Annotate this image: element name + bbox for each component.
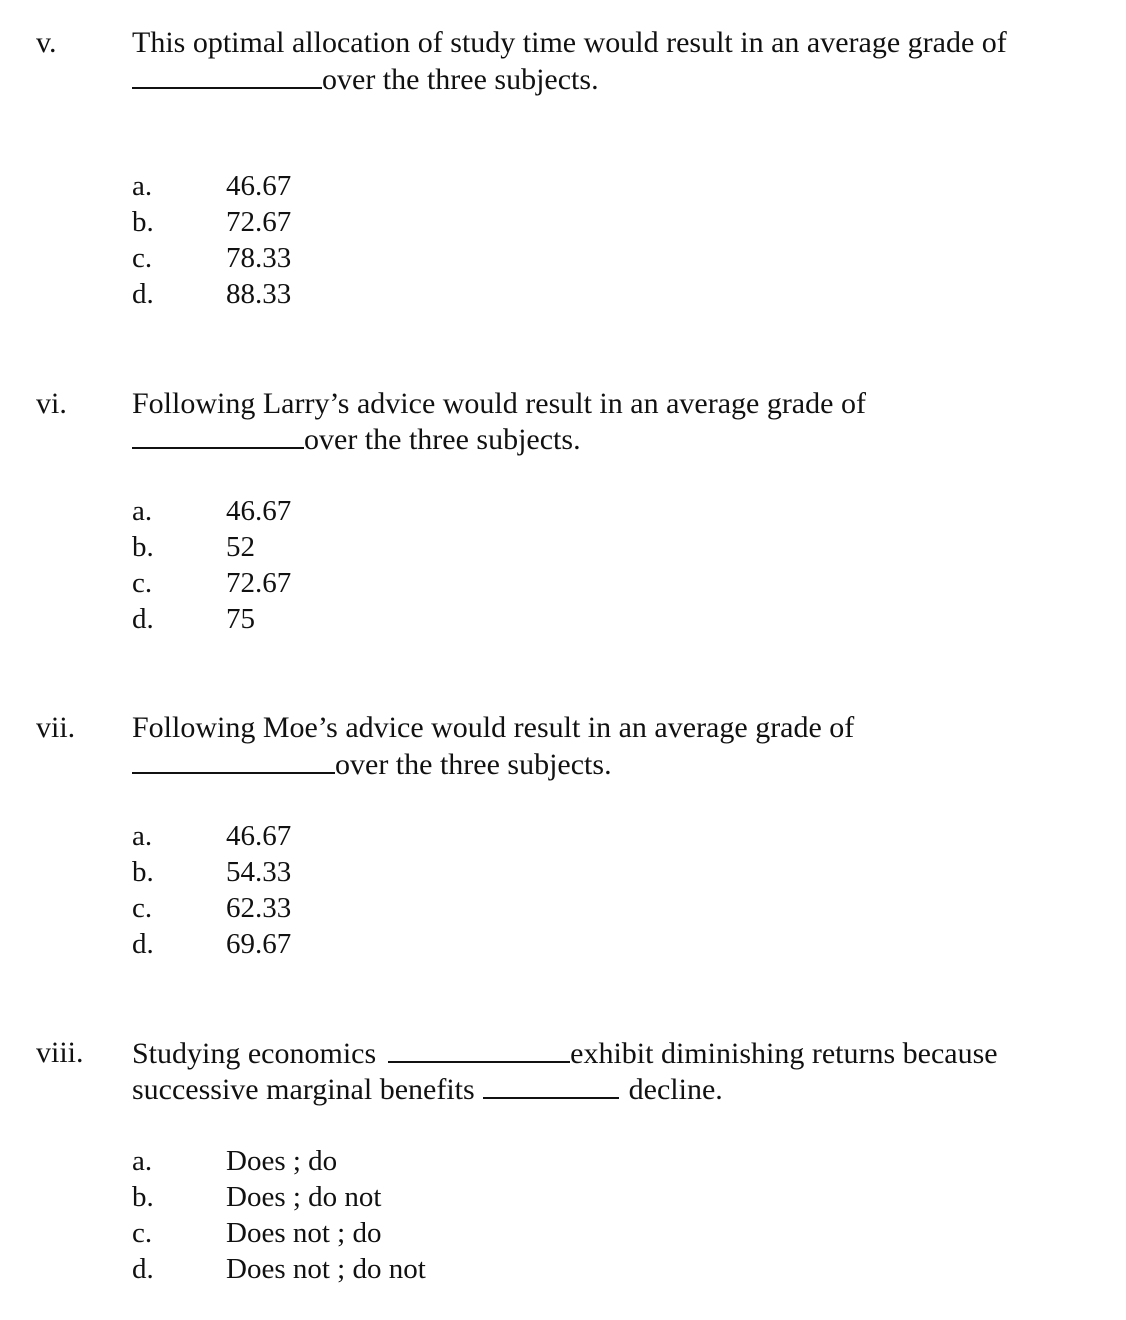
question-number: vii. — [36, 711, 76, 744]
question-text-line2 — [132, 421, 581, 458]
option-a — [132, 818, 291, 854]
answer-blank-2 — [483, 1071, 619, 1099]
option-letter: c. — [132, 892, 153, 924]
option-a — [132, 493, 291, 529]
option-letter: d. — [132, 1253, 154, 1285]
option-letter: a. — [132, 495, 153, 527]
option-c — [132, 240, 291, 276]
question-text-segment: successive marginal benefits — [132, 1073, 475, 1106]
option-text: 52 — [226, 531, 255, 563]
option-b — [132, 529, 255, 565]
option-letter: a. — [132, 170, 153, 202]
question-text-line2 — [132, 746, 612, 783]
option-a — [132, 168, 291, 204]
question-text-segment: exhibit diminishing returns because — [570, 1037, 998, 1070]
option-letter: b. — [132, 531, 154, 563]
option-letter: a. — [132, 1145, 153, 1177]
option-text: 46.67 — [226, 170, 292, 202]
option-d — [132, 276, 291, 312]
option-d — [132, 926, 291, 962]
option-d — [132, 1251, 426, 1287]
answer-blank — [132, 421, 304, 449]
option-text: 46.67 — [226, 495, 292, 527]
option-a — [132, 1143, 337, 1179]
question-text-continuation: over the three subjects. — [335, 748, 612, 781]
question-text-line2 — [132, 1071, 723, 1108]
option-text: 62.33 — [226, 892, 292, 924]
option-letter: d. — [132, 603, 154, 635]
answer-blank — [132, 746, 335, 774]
question-text-continuation: over the three subjects. — [322, 63, 599, 96]
option-b — [132, 1179, 381, 1215]
question-number: v. — [36, 26, 57, 59]
answer-blank-1 — [388, 1035, 570, 1063]
question-text-line1: This optimal allocation of study time would result in an average grade of — [132, 26, 1007, 59]
option-b — [132, 204, 291, 240]
option-letter: b. — [132, 206, 154, 238]
option-b — [132, 854, 291, 890]
option-text: 69.67 — [226, 928, 292, 960]
question-number: vi. — [36, 387, 67, 420]
option-letter: a. — [132, 820, 153, 852]
option-text: 75 — [226, 603, 255, 635]
option-letter: c. — [132, 567, 153, 599]
question-text-segment: Studying economics — [132, 1037, 377, 1070]
option-text: Does not ; do not — [226, 1253, 426, 1285]
option-letter: d. — [132, 928, 154, 960]
option-text: 72.67 — [226, 206, 292, 238]
question-text-segment: decline. — [628, 1073, 723, 1106]
option-letter: c. — [132, 1217, 153, 1249]
question-text-continuation: over the three subjects. — [304, 423, 581, 456]
option-text: Does not ; do — [226, 1217, 382, 1249]
answer-blank — [132, 61, 322, 89]
option-letter: d. — [132, 278, 154, 310]
option-text: Does ; do not — [226, 1181, 382, 1213]
option-text: 54.33 — [226, 856, 292, 888]
option-letter: c. — [132, 242, 153, 274]
option-text: 88.33 — [226, 278, 292, 310]
question-text-line1: Following Moe’s advice would result in an average grade of — [132, 711, 855, 744]
option-letter: b. — [132, 1181, 154, 1213]
option-c — [132, 890, 291, 926]
option-c — [132, 1215, 381, 1251]
question-number: viii. — [36, 1036, 84, 1069]
option-c — [132, 565, 291, 601]
option-text: Does ; do — [226, 1145, 338, 1177]
option-text: 46.67 — [226, 820, 292, 852]
option-d — [132, 601, 255, 637]
question-text-line1 — [132, 1035, 998, 1072]
question-text-line2 — [132, 61, 599, 98]
option-letter: b. — [132, 856, 154, 888]
option-text: 72.67 — [226, 567, 292, 599]
question-text-line1: Following Larry’s advice would result in an average grade of — [132, 387, 866, 420]
option-text: 78.33 — [226, 242, 292, 274]
